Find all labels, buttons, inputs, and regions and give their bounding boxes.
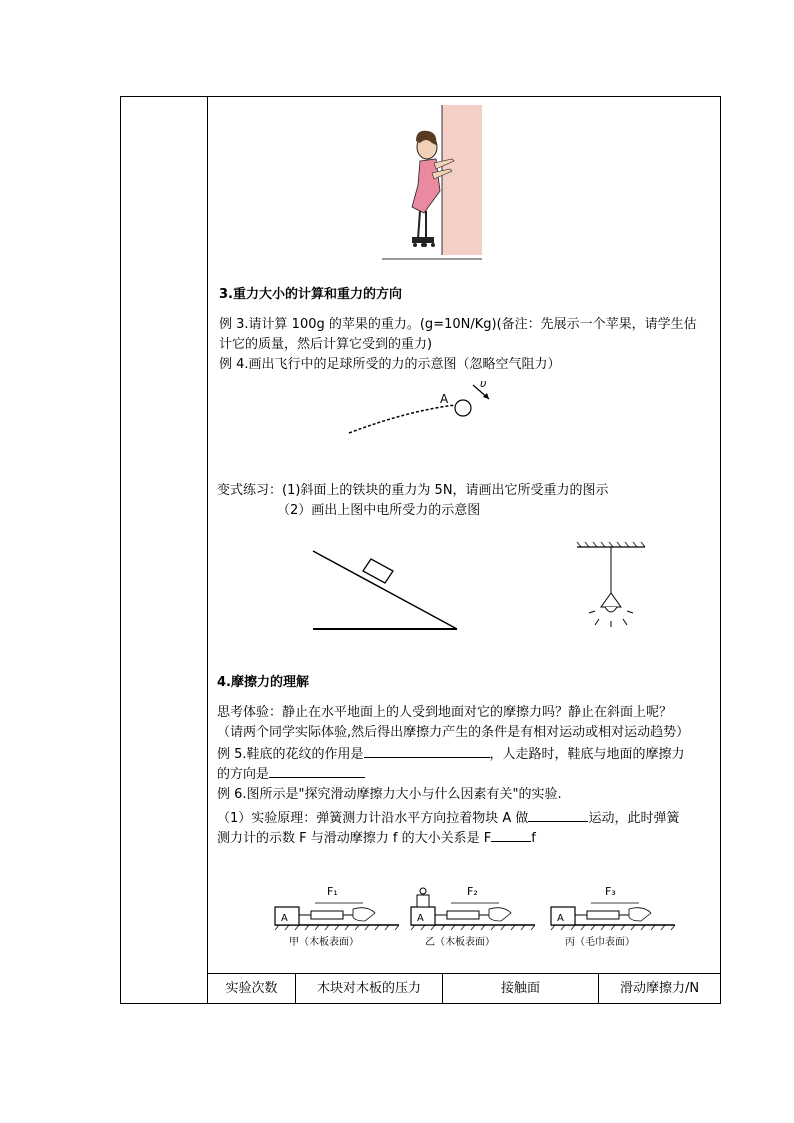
example5-blank-2[interactable] bbox=[269, 763, 365, 778]
thinking-experience-line1: 思考体验：静止在水平地面上的人受到地面对它的摩擦力吗？静止在斜面上呢？ bbox=[217, 705, 673, 720]
ball-label-a: A bbox=[440, 392, 449, 406]
experiment-yi bbox=[411, 885, 535, 948]
principle-line1 bbox=[217, 807, 679, 829]
principle-text-b: 运动，此时弹簧 bbox=[588, 811, 680, 826]
block-label-jia: A bbox=[281, 913, 288, 924]
variant-practice-line2: （2）画出上图中电所受力的示意图 bbox=[277, 503, 481, 518]
friction-experiment-figures bbox=[271, 873, 687, 953]
example5-text-a: 例 5.鞋底的花纹的作用是 bbox=[217, 747, 364, 762]
table-header-sliding-friction: 滑动摩擦力/N bbox=[619, 981, 700, 996]
left-column bbox=[121, 97, 208, 1003]
table-header-pressure: 木块对木板的压力 bbox=[296, 974, 443, 1004]
caption-bing: 丙（毛巾表面） bbox=[565, 937, 635, 948]
section4-heading: 4.摩擦力的理解 bbox=[217, 675, 309, 690]
example5-blank-1[interactable] bbox=[364, 743, 490, 758]
example5-text-b: ，人走路时，鞋底与地面的摩擦力 bbox=[489, 747, 685, 762]
force-label-yi: F₂ bbox=[467, 885, 478, 898]
variant-practice-line1: 变式练习：(1)斜面上的铁块的重力为 5N，请画出它所受重力的图示 bbox=[217, 483, 609, 498]
caption-jia: 甲（木板表面） bbox=[289, 937, 359, 948]
thinking-experience-line2: （请两个同学实际体验,然后得出摩擦力产生的条件是有相对运动或相对运动趋势） bbox=[217, 725, 690, 740]
table-header-trial-number: 实验次数 bbox=[208, 974, 296, 1004]
example4-text: 例 4.画出飞行中的足球所受的力的示意图（忽略空气阻力） bbox=[219, 357, 561, 372]
example5-line1 bbox=[217, 743, 685, 765]
incline-block-diagram bbox=[307, 547, 463, 637]
results-table-header-row bbox=[208, 973, 720, 1004]
principle-text-d: f bbox=[531, 831, 536, 846]
experiment-jia bbox=[275, 885, 399, 948]
worksheet-frame bbox=[120, 96, 721, 1004]
principle-blank-relation[interactable] bbox=[491, 827, 531, 842]
force-label-jia: F₁ bbox=[327, 885, 338, 898]
experiment-bing bbox=[551, 885, 675, 948]
main-column bbox=[209, 97, 720, 1003]
hanging-lamp-diagram bbox=[573, 541, 649, 633]
table-header-contact-surface: 接触面 bbox=[443, 974, 599, 1004]
force-label-bing: F₃ bbox=[605, 885, 616, 898]
principle-text-c: 测力计的示数 F 与滑动摩擦力 f 的大小关系是 F bbox=[217, 831, 492, 846]
example5-line2 bbox=[217, 763, 365, 785]
example6-text: 例 6.图所示是"探究滑动摩擦力大小与什么因素有关"的实验. bbox=[217, 787, 562, 802]
principle-blank-motion[interactable] bbox=[528, 807, 588, 822]
block-label-yi: A bbox=[417, 913, 424, 924]
skater-pushing-wall-illustration bbox=[382, 103, 486, 263]
example3-line1: 例 3.请计算 100g 的苹果的重力。(g=10N/Kg)(备注：先展示一个苹果，请学生估 bbox=[219, 317, 697, 332]
principle-text-a: （1）实验原理：弹簧测力计沿水平方向拉着物块 A 做 bbox=[217, 811, 529, 826]
example3-line2: 计它的质量，然后计算它受到的重力) bbox=[219, 337, 433, 352]
caption-yi: 乙（木板表面） bbox=[425, 937, 495, 948]
section3-heading: 3.重力大小的计算和重力的方向 bbox=[219, 287, 402, 302]
velocity-label: υ bbox=[480, 377, 487, 390]
block-label-bing: A bbox=[557, 913, 564, 924]
football-trajectory-diagram bbox=[347, 375, 517, 439]
principle-line2 bbox=[217, 827, 536, 849]
example5-text-c: 的方向是 bbox=[217, 767, 270, 782]
